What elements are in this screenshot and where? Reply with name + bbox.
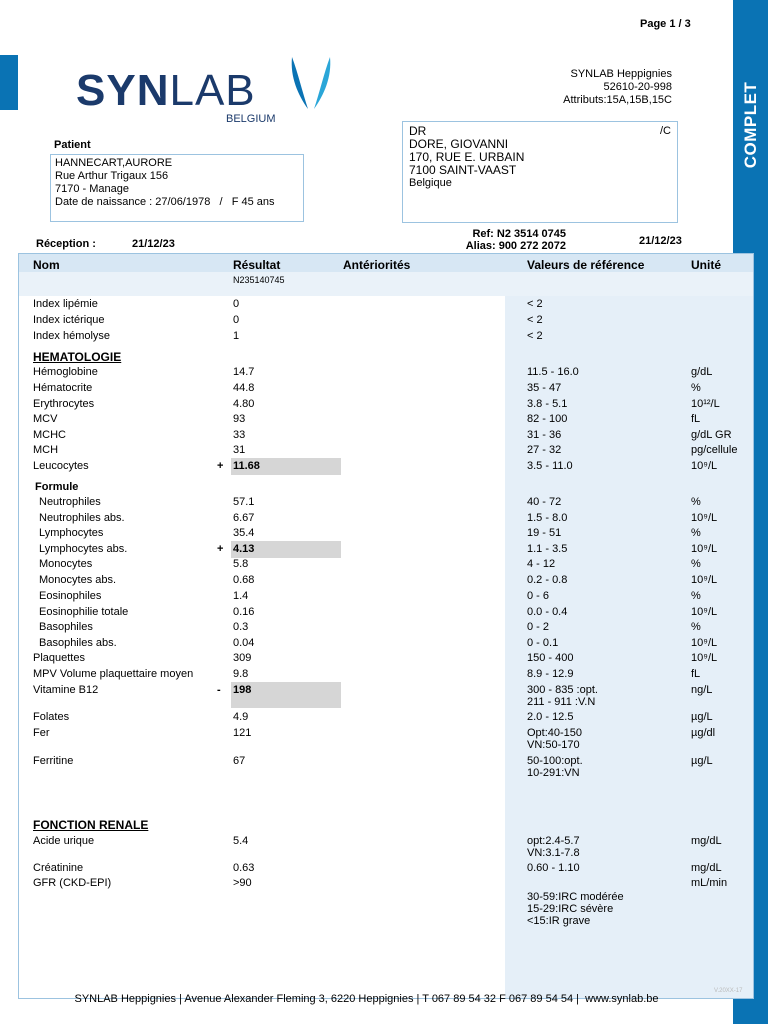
test-unit: pg/cellule bbox=[691, 444, 738, 456]
reference-value-secondary: VN:50-170 bbox=[527, 739, 580, 751]
test-unit: fL bbox=[691, 413, 701, 425]
reference-value: 3.8 - 5.1 bbox=[527, 398, 568, 410]
column-header-resultat: Résultat bbox=[233, 258, 281, 272]
test-result: 0.63 bbox=[233, 862, 255, 874]
test-result: 35.4 bbox=[233, 527, 255, 539]
test-result: 6.67 bbox=[233, 512, 255, 524]
reference-value: 300 - 835 :opt. bbox=[527, 684, 598, 696]
test-name: Eosinophiles bbox=[39, 590, 102, 602]
test-name: Index lipémie bbox=[33, 298, 98, 310]
reference-value: 0.60 - 1.10 bbox=[527, 862, 580, 874]
lab-attributes: Attributs:15A,15B,15C bbox=[563, 94, 672, 106]
lab-number: 52610-20-998 bbox=[603, 81, 672, 93]
reference-date: 21/12/23 bbox=[639, 235, 682, 247]
column-header-nom: Nom bbox=[33, 258, 60, 272]
test-unit: µg/L bbox=[691, 711, 713, 723]
test-name: Folates bbox=[33, 711, 70, 723]
reference-value: 11.5 - 16.0 bbox=[527, 366, 579, 378]
test-name: MCH bbox=[33, 444, 59, 456]
test-result: 9.8 bbox=[233, 668, 249, 680]
doctor-copy: /C bbox=[660, 125, 671, 137]
test-result: >90 bbox=[233, 877, 252, 889]
doctor-title: DR bbox=[409, 124, 427, 138]
test-name: Vitamine B12 bbox=[33, 684, 99, 696]
doctor-street: 170, RUE E. URBAIN bbox=[409, 150, 525, 164]
test-name: Basophiles abs. bbox=[39, 637, 117, 649]
test-name: MPV Volume plaquettaire moyen bbox=[33, 668, 194, 680]
result-flag: + bbox=[217, 460, 224, 472]
logo-mark-icon bbox=[286, 55, 336, 111]
test-name: Créatinine bbox=[33, 862, 84, 874]
test-result: 11.68 bbox=[233, 460, 260, 472]
test-unit: mg/dL bbox=[691, 862, 722, 874]
reference-value: < 2 bbox=[527, 314, 543, 326]
test-result: 33 bbox=[233, 429, 246, 441]
reference-value: 40 - 72 bbox=[527, 496, 562, 508]
sidebar-label: COMPLET bbox=[740, 81, 760, 169]
reference-value: 1.5 - 8.0 bbox=[527, 512, 568, 524]
test-result: 4.80 bbox=[233, 398, 255, 410]
test-unit: fL bbox=[691, 668, 701, 680]
test-unit: 10⁹/L bbox=[691, 512, 718, 524]
section-hematologie: HEMATOLOGIE bbox=[33, 350, 122, 364]
reference-value: 8.9 - 12.9 bbox=[527, 668, 574, 680]
reference-block bbox=[458, 228, 566, 252]
logo-bold: SYN bbox=[76, 66, 170, 115]
reference-value: 1.1 - 3.5 bbox=[527, 543, 568, 555]
test-result: 0.3 bbox=[233, 621, 249, 633]
test-name: Monocytes bbox=[39, 558, 93, 570]
test-result: 5.4 bbox=[233, 835, 249, 847]
column-header-unite: Unité bbox=[691, 258, 721, 272]
reference-value: 35 - 47 bbox=[527, 382, 562, 394]
lab-info bbox=[563, 68, 672, 107]
reference-value: 0.2 - 0.8 bbox=[527, 574, 568, 586]
reference-value: 31 - 36 bbox=[527, 429, 562, 441]
lab-name: SYNLAB Heppignies bbox=[570, 68, 672, 80]
column-header-valeurs: Valeurs de référence bbox=[527, 258, 645, 272]
test-name: Hématocrite bbox=[33, 382, 93, 394]
test-unit: ng/L bbox=[691, 684, 713, 696]
test-result: 93 bbox=[233, 413, 246, 425]
test-result: 5.8 bbox=[233, 558, 249, 570]
logo-light: LAB bbox=[169, 66, 256, 115]
test-name: Neutrophiles abs. bbox=[39, 512, 125, 524]
test-unit: 10⁹/L bbox=[691, 574, 718, 586]
doctor-city: 7100 SAINT-VAAST bbox=[409, 163, 517, 177]
reference-value: < 2 bbox=[527, 330, 543, 342]
test-result: 0 bbox=[233, 298, 240, 310]
test-name: Basophiles bbox=[39, 621, 93, 633]
test-name: Index hémolyse bbox=[33, 330, 111, 342]
test-name: Erythrocytes bbox=[33, 398, 95, 410]
doctor-name: DORE, GIOVANNI bbox=[409, 137, 509, 151]
gfr-ref-line: 15-29:IRC sévère bbox=[527, 903, 614, 915]
test-result: 14.7 bbox=[233, 366, 255, 378]
reference-value: 27 - 32 bbox=[527, 444, 562, 456]
test-name: Leucocytes bbox=[33, 460, 89, 472]
left-edge-tab bbox=[0, 55, 18, 110]
result-flag: + bbox=[217, 543, 224, 555]
document-code: V.20XX-17 bbox=[714, 988, 743, 994]
test-name: Neutrophiles bbox=[39, 496, 101, 508]
reference-value: < 2 bbox=[527, 298, 543, 310]
footer: SYNLAB Heppignies | Avenue Alexander Fleming 3, 6220 Heppignies | T 067 89 54 32 F 067 89 54 54 | www.synlab.be bbox=[74, 993, 659, 1005]
test-result: 0.16 bbox=[233, 606, 255, 618]
test-unit: µg/dl bbox=[691, 727, 716, 739]
reference-value: 2.0 - 12.5 bbox=[527, 711, 574, 723]
test-name: Acide urique bbox=[33, 835, 95, 847]
reference-value: 50-100:opt. bbox=[527, 755, 583, 767]
patient-box bbox=[50, 154, 304, 222]
test-unit: % bbox=[691, 527, 701, 539]
reception-date: 21/12/23 bbox=[132, 238, 175, 250]
test-unit: % bbox=[691, 621, 701, 633]
page-number: Page 1 / 3 bbox=[640, 18, 691, 30]
test-name: Lymphocytes abs. bbox=[39, 543, 128, 555]
result-flag: - bbox=[217, 684, 221, 696]
test-unit: % bbox=[691, 496, 701, 508]
test-result: 57.1 bbox=[233, 496, 255, 508]
test-result: 1.4 bbox=[233, 590, 249, 602]
sidebar-label-box bbox=[733, 60, 768, 190]
test-unit: 10⁹/L bbox=[691, 652, 718, 664]
test-unit: 10⁹/L bbox=[691, 460, 718, 472]
test-unit: mL/min bbox=[691, 877, 728, 889]
test-result: 0 bbox=[233, 314, 240, 326]
reference-value: 4 - 12 bbox=[527, 558, 556, 570]
column-header-anteriorites: Antériorités bbox=[343, 258, 411, 272]
test-unit: g/dL GR bbox=[691, 429, 732, 441]
reference-value: Opt:40-150 bbox=[527, 727, 583, 739]
reference-alias: Alias: 900 272 2072 bbox=[465, 240, 566, 252]
patient-label: Patient bbox=[54, 139, 91, 151]
logo-wordmark bbox=[76, 66, 256, 115]
test-unit: % bbox=[691, 558, 701, 570]
gfr-reference-notes bbox=[527, 891, 624, 927]
reference-value: opt:2.4-5.7 bbox=[527, 835, 580, 847]
test-name: Fer bbox=[33, 727, 50, 739]
subsection-formule: Formule bbox=[35, 481, 79, 493]
test-name: MCV bbox=[33, 413, 58, 425]
test-unit: % bbox=[691, 590, 701, 602]
test-result: 4.13 bbox=[233, 543, 255, 555]
reception-label: Réception : bbox=[36, 238, 96, 250]
reference-value: 82 - 100 bbox=[527, 413, 568, 425]
doctor-box bbox=[402, 121, 678, 223]
reference-number: Ref: N2 3514 0745 bbox=[472, 228, 566, 240]
test-unit: 10⁹/L bbox=[691, 543, 718, 555]
reference-value: 19 - 51 bbox=[527, 527, 562, 539]
test-result: 44.8 bbox=[233, 382, 255, 394]
table-subheader bbox=[19, 272, 753, 296]
test-unit: 10⁹/L bbox=[691, 606, 718, 618]
doctor-country: Belgique bbox=[409, 177, 452, 189]
reference-value: 3.5 - 11.0 bbox=[527, 460, 573, 472]
test-name: Index ictérique bbox=[33, 314, 105, 326]
logo-subtitle: BELGIUM bbox=[226, 113, 276, 125]
reference-value-secondary: 10-291:VN bbox=[527, 767, 580, 779]
test-result: 67 bbox=[233, 755, 246, 767]
test-name: Monocytes abs. bbox=[39, 574, 117, 586]
reference-value-secondary: 211 - 911 :V.N bbox=[527, 696, 596, 708]
test-unit: g/dL bbox=[691, 366, 713, 378]
test-name: Lymphocytes bbox=[39, 527, 104, 539]
test-unit: 10¹²/L bbox=[691, 398, 720, 410]
gfr-ref-line: <15:IR grave bbox=[527, 915, 591, 927]
test-result: 198 bbox=[233, 684, 252, 696]
section-fonction-renale: FONCTION RENALE bbox=[33, 818, 149, 832]
test-unit: % bbox=[691, 382, 701, 394]
synlab-logo bbox=[76, 55, 346, 125]
test-name: GFR (CKD-EPI) bbox=[33, 877, 112, 889]
reference-value: 0.0 - 0.4 bbox=[527, 606, 568, 618]
test-result: 309 bbox=[233, 652, 252, 664]
test-name: Ferritine bbox=[33, 755, 74, 767]
test-result: 121 bbox=[233, 727, 252, 739]
test-name: Plaquettes bbox=[33, 652, 85, 664]
reference-value: 0 - 6 bbox=[527, 590, 550, 602]
reference-value: 0 - 0.1 bbox=[527, 637, 559, 649]
results-table bbox=[18, 253, 754, 999]
patient-name: HANNECART,AURORE bbox=[55, 157, 173, 169]
sample-id: N235140745 bbox=[233, 275, 285, 285]
test-unit: µg/L bbox=[691, 755, 713, 767]
test-name: MCHC bbox=[33, 429, 66, 441]
test-result: 1 bbox=[233, 330, 240, 342]
test-unit: mg/dL bbox=[691, 835, 722, 847]
test-name: Hémoglobine bbox=[33, 366, 98, 378]
test-result: 0.04 bbox=[233, 637, 255, 649]
reference-value: 0 - 2 bbox=[527, 621, 550, 633]
test-unit: 10⁹/L bbox=[691, 637, 718, 649]
reference-value-secondary: VN:3.1-7.8 bbox=[527, 847, 580, 859]
gfr-ref-line: 30-59:IRC modérée bbox=[527, 891, 624, 903]
patient-city: 7170 - Manage bbox=[55, 183, 129, 195]
patient-street: Rue Arthur Trigaux 156 bbox=[55, 170, 169, 182]
test-result: 4.9 bbox=[233, 711, 249, 723]
test-result: 31 bbox=[233, 444, 246, 456]
patient-birth: Date de naissance : 27/06/1978 / F 45 ans bbox=[55, 196, 275, 208]
reference-value: 150 - 400 bbox=[527, 652, 574, 664]
test-result: 0.68 bbox=[233, 574, 255, 586]
test-name: Eosinophilie totale bbox=[39, 606, 129, 618]
